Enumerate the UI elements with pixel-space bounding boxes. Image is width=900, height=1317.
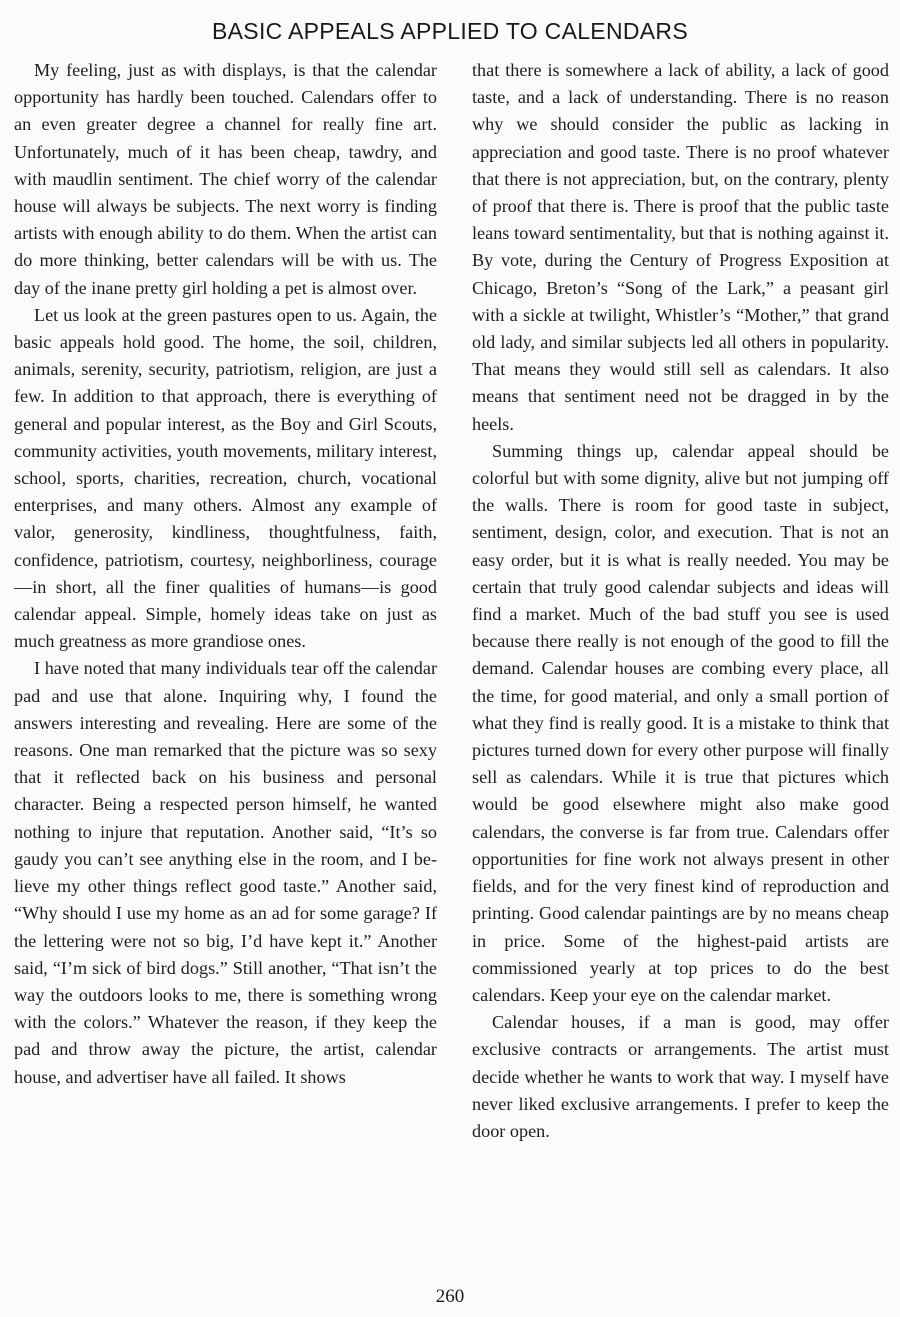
page-number: 260	[435, 1286, 465, 1307]
left-text-column	[14, 57, 437, 1091]
paragraph-calendar-opportunity: My feeling, just as with displays, is that the calendar opportunity has hardly been touched. Calendars offer to an even greater degree a channel for really fine art. Unfortunately, much of it has been cheap, tawdry, and with maudlin sentiment. The chief worry of the calendar house will always be subjects. The next worry is finding artists with enough ability to do them. When the artist can do more thinking, better calendars will be with us. The day of the inane pretty girl holding a pet is almost over.	[14, 60, 437, 298]
paragraph-green-pastures: Let us look at the green pastures open to us. Again, the basic appeals hold good. The home, the soil, children, animals, serenity, security, patriotism, religion, are just a few. In addition to that approach, there is everything of general and popular interest, as the Boy and Girl Scouts, community activities, youth movements, military interest, school, sports, charities, recreation, church, vocational enterprises, and many others. Almost any example of valor, generosity, kindliness, thoughtfulness, faith, confidence, patriotism, courtesy, neighborliness, courage—in short, all the finer qualities of humans—is good calendar appeal. Simple, homely ideas take on just as much greatness as more grandiose ones.	[14, 304, 437, 652]
paragraph-continued-lack-of-ability: that there is somewhere a lack of ability, a lack of good taste, and a lack of understanding. There is no reason why we should consider the public as lacking in appreciation and good taste. There is no proof whatever that there is not appreciation, but, on the contrary, plenty of proof that there is. There is proof that the public taste leans toward sentimentality, but that is nothing against it. By vote, during the Century of Progress Exposition at Chicago, Breton’s “Song of the Lark,” a peasant girl with a sickle at twilight, Whistler’s “Mother,” that grand old lady, and similar subjects led all others in popularity. That means they would still sell as calendars. It also means that sentiment need not be dragged in by the heels.	[472, 60, 889, 434]
right-text-column	[472, 57, 889, 1145]
paragraph-exclusive-contracts: Calendar houses, if a man is good, may offer exclusive contracts or arrangements. The artist must decide whether he wants to work that way. I myself have never liked exclusive arrangements. I prefer to keep the door open.	[472, 1012, 889, 1141]
paragraph-summing-up: Summing things up, calendar appeal should be colorful but with some dignity, alive but not jumping off the walls. There is room for good taste in subject, sentiment, design, color, and execution. That is not an easy order, but it is what is really needed. You may be certain that truly good calendar subjects and ideas will find a market. Much of the bad stuff you see is used because there really is not enough of the good to fill the demand. Calendar houses are combing every place, all the time, for good material, and only a small portion of what they find is really good. It is a mistake to think that pictures turned down for every other purpose will finally sell as calendars. While it is true that pictures which would be good elsewhere might also make good calendars, the converse is far from true. Calendars offer opportunities for fine work not always present in other fields, and for the very finest kind of reproduction and printing. Good calendar paintings are by no means cheap in price. Some of the highest-paid artists are commissioned yearly at top prices to do the best calendars. Keep your eye on the calendar market.	[472, 440, 889, 1005]
running-head-title: BASIC APPEALS APPLIED TO CALENDARS	[212, 18, 688, 44]
paragraph-tear-off-pad: I have noted that many individuals tear off the calendar pad and use that alone. Inquiring why, I found the answers interesting and revealing. Here are some of the reasons. One man remarked that the picture was so sexy that it reflected back on his business and personal character. Being a respected person himself, he wanted nothing to injure that reputation. Another said, “It’s so gaudy you can’t see anything else in the room, and I believe my other things reflect good taste.” Another said, “Why should I use my home as an ad for some garage? If the lettering were not so big, I’d have kept it.” Another said, “I’m sick of bird dogs.” Still another, “That isn’t the way the outdoors looks to me, there is something wrong with the colors.” Whatever the reason, if they keep the pad and throw away the picture, the artist, calendar house, and advertiser have all failed. It shows	[14, 658, 437, 1087]
